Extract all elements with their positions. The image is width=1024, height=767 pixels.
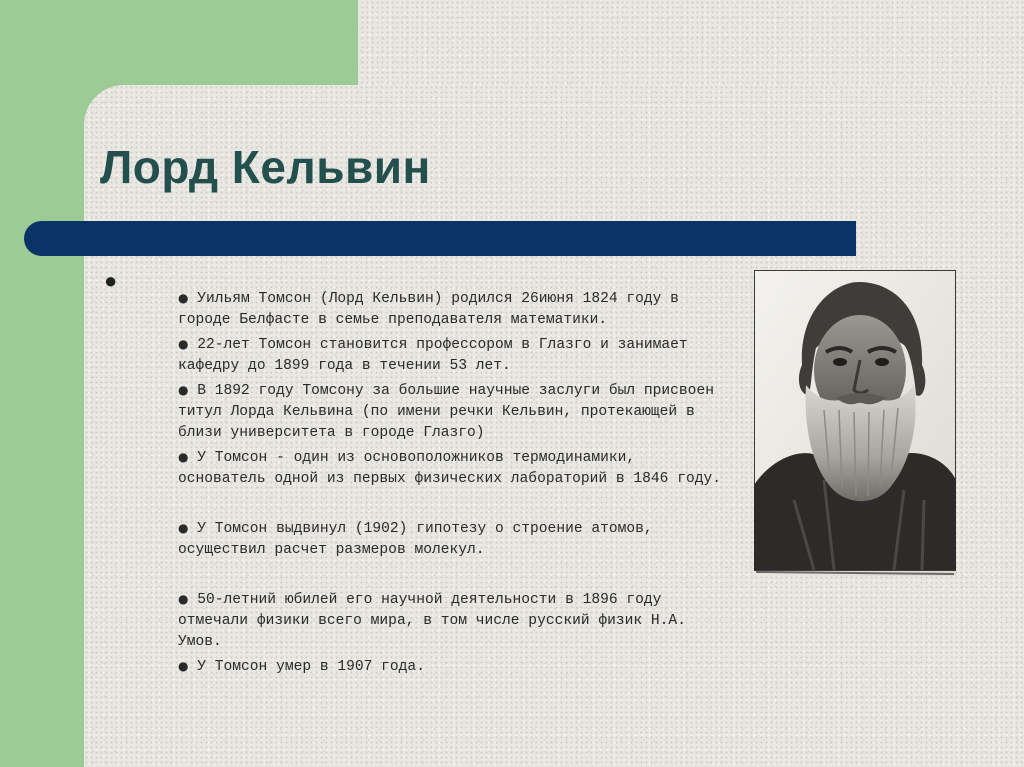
bullet-dot: ● bbox=[178, 450, 189, 464]
list-item bbox=[178, 288, 723, 331]
list-item bbox=[178, 589, 723, 653]
list-item bbox=[178, 447, 723, 490]
bullet-text: В 1892 году Томсону за большие научные заслуги был присвоен титул Лорда Кельвина (по имени речки Кельвин, протекающей в близи университета в городе Глазго) bbox=[178, 383, 714, 441]
bullet-text: У Томсон выдвинул (1902) гипотезу о строение атомов, осуществил расчет размеров молекул. bbox=[178, 521, 653, 558]
title-divider-bar bbox=[24, 221, 856, 256]
list-item bbox=[178, 334, 723, 377]
bullet-dot: ● bbox=[178, 521, 189, 535]
bullet-dot: ● bbox=[178, 291, 189, 305]
list-item bbox=[178, 656, 723, 678]
bullet-text: 22-лет Томсон становится профессором в Глазго и занимает кафедру до 1899 года в течении 53 лет. bbox=[178, 337, 688, 374]
slide-title: Лорд Кельвин bbox=[100, 141, 431, 193]
bullet-text: Уильям Томсон (Лорд Кельвин) родился 26июня 1824 году в городе Белфасте в семье преподавателя математики. bbox=[178, 291, 679, 328]
green-accent-left bbox=[0, 0, 84, 767]
portrait-image bbox=[754, 270, 956, 576]
bullet-text: У Томсон - один из основоположников термодинамики, основатель одной из первых физических лабораторий в 1846 году. bbox=[178, 450, 721, 487]
outer-bullet: ● bbox=[104, 268, 118, 293]
bullet-dot: ● bbox=[178, 659, 189, 673]
bullet-list bbox=[178, 288, 723, 678]
list-item bbox=[178, 380, 723, 444]
bullet-dot: ● bbox=[178, 337, 189, 351]
list-item bbox=[178, 518, 723, 561]
bullet-dot: ● bbox=[178, 383, 189, 397]
bullet-text: 50-летний юбилей его научной деятельности в 1896 году отмечали физики всего мира, в том числе русский физик Н.А. Умов. bbox=[178, 592, 686, 650]
bullet-text: У Томсон умер в 1907 года. bbox=[197, 659, 425, 675]
bullet-dot: ● bbox=[178, 592, 189, 606]
